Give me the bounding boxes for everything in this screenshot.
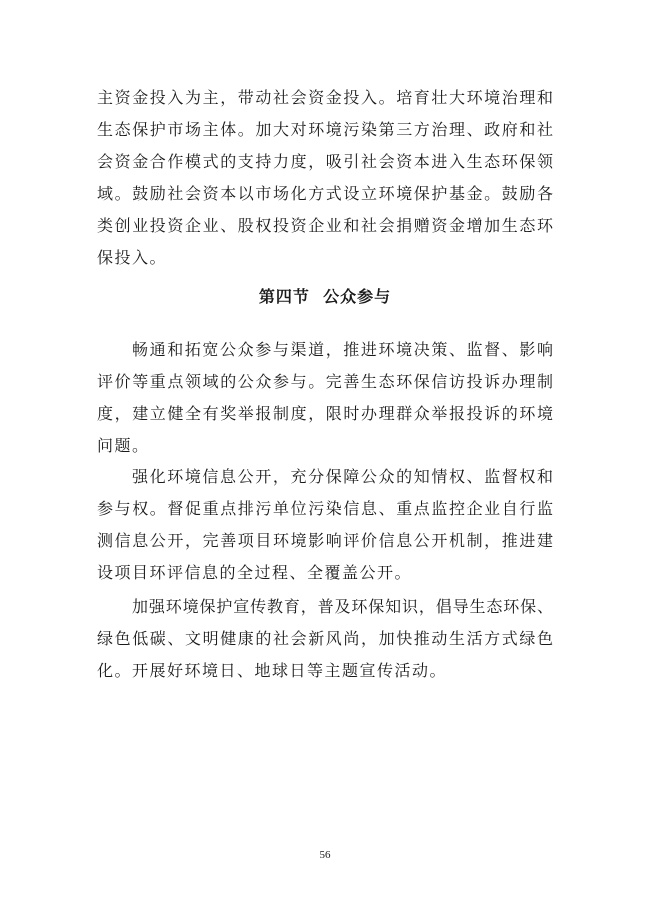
text-line: 加强环境保护宣传教育，普及环保知识，倡导生态环保、: [132, 597, 553, 616]
text-line: 域。鼓励社会资本以市场化方式设立环境保护基金。鼓励各: [97, 184, 553, 203]
text-line: 强化环境信息公开，充分保障公众的知情权、监督权和: [132, 467, 553, 486]
text-line: 主资金投入为主，带动社会资金投入。培育壮大环境治理和: [97, 88, 553, 107]
text-line: 会资金合作模式的支持力度，吸引社会资本进入生态环保领: [97, 152, 553, 171]
text-line: 类创业投资企业、股权投资企业和社会捐赠资金增加生态环: [97, 216, 553, 235]
text-line: 测信息公开，完善项目环境影响评价信息公开机制，推进建: [97, 531, 553, 550]
text-line: 参与权。督促重点排污单位污染信息、重点监控企业自行监: [97, 499, 553, 518]
text-line: 化。开展好环境日、地球日等主题宣传活动。: [97, 661, 448, 680]
paragraph-participation-channels: [97, 334, 553, 462]
text-line: 畅通和拓宽公众参与渠道，推进环境决策、监督、影响: [132, 340, 553, 359]
text-line: 绿色低碳、文明健康的社会新风尚，加快推动生活方式绿色: [97, 629, 553, 648]
text-line: 度，建立健全有奖举报制度，限时办理群众举报投诉的环境: [97, 404, 553, 423]
text-line: 问题。: [97, 436, 150, 455]
text-line: 保投入。: [97, 248, 168, 267]
page-number: 56: [319, 849, 331, 861]
paragraph-education: [97, 591, 553, 687]
text-line: 评价等重点领域的公众参与。完善生态环保信访投诉办理制: [97, 372, 553, 391]
text-line: 生态保护市场主体。加大对环境污染第三方治理、政府和社: [97, 120, 553, 139]
text-line: 设项目环评信息的全过程、全覆盖公开。: [97, 563, 413, 582]
paragraph-funding: [97, 82, 553, 274]
paragraph-information-disclosure: [97, 461, 553, 589]
section-heading: 第四节 公众参与: [258, 287, 392, 306]
